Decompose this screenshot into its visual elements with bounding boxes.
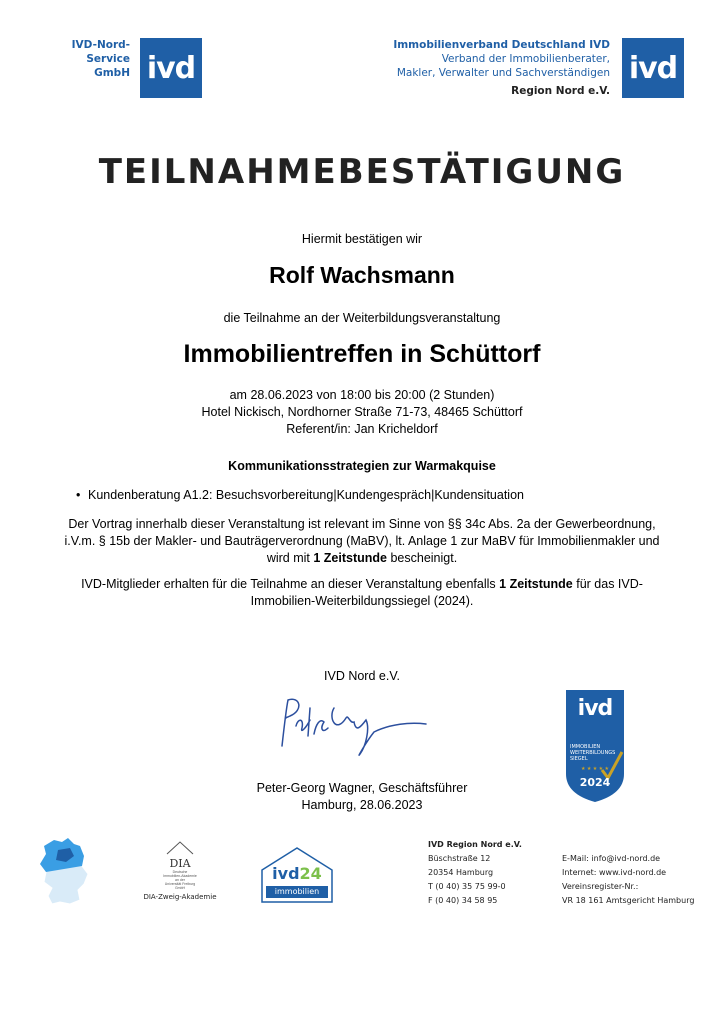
contact-web: Internet: www.ivd-nord.de (562, 868, 667, 877)
relevance-paragraph (0, 516, 724, 567)
certificate-title: TEILNAHMEBESTÄTIGUNG (98, 152, 626, 192)
participant-name: Rolf Wachsmann (269, 262, 455, 288)
contact-email: E-Mail: info@ivd-nord.de (562, 854, 661, 863)
topic-bullet-item (76, 487, 524, 504)
relevance-line-3-post: bescheinigt. (386, 551, 458, 565)
dia-description (140, 870, 220, 890)
dia-small-5: GmbH (174, 886, 186, 890)
signer-name: Peter-Georg Wagner, Geschäftsführer (256, 781, 468, 795)
ivd-logo-text: ivd (146, 50, 196, 86)
dia-small-4: Universität Freiburg (164, 882, 196, 886)
germany-map-icon (38, 838, 90, 906)
dia-roof-icon (165, 840, 195, 856)
signature-image (270, 688, 430, 768)
relevance-line-2: i.V.m. § 15b der Makler- und Bauträgerverordnung (MaBV), lt. Anlage 1 zur MaBV für Immobilienmakler und (64, 534, 660, 548)
organization-name: IVD Nord e.V. (324, 669, 400, 683)
association-line-1: Immobilienverband Deutschland IVD (393, 39, 610, 51)
relevance-line-3-pre: wird mit (266, 551, 314, 565)
ivd24-subtitle: immobilien (266, 886, 328, 898)
dia-title: DIA (169, 857, 191, 870)
dia-small-3: an der (175, 878, 185, 882)
ivd24-wordmark (260, 864, 334, 883)
sign-place-date: Hamburg, 28.06.2023 (301, 798, 423, 812)
seal-label (570, 744, 624, 762)
seal-stars: ★ ★ ★ ★ ★ (581, 766, 609, 772)
service-line-1: IVD-Nord-Service (71, 39, 130, 65)
contact-register-label: Vereinsregister-Nr.: (562, 882, 639, 891)
relevance-hours: 1 Zeitstunde (313, 551, 387, 565)
ivd24-part-ivd: ivd (272, 864, 300, 883)
dia-caption: DIA-Zweig-Akademie (143, 893, 217, 901)
members-line-1-post: für das IVD- (572, 577, 643, 591)
address-title: IVD Region Nord e.V. (428, 840, 522, 849)
address-block (428, 838, 522, 908)
members-hours: 1 Zeitstunde (499, 577, 573, 591)
event-name: Immobilientreffen in Schüttorf (183, 340, 541, 368)
dia-logo (140, 840, 220, 901)
contact-block (562, 852, 694, 908)
dia-small-2: Immobilien-Akademie (163, 874, 197, 878)
address-street: Büschstraße 12 (428, 854, 491, 863)
address-city: 20354 Hamburg (428, 868, 494, 877)
members-line-2: Immobilien-Weiterbildungssiegel (2024). (250, 594, 474, 608)
contact-register-value: VR 18 161 Amtsgericht Hamburg (562, 896, 695, 905)
association-line-3: Makler, Verwalter und Sachverständigen (396, 67, 610, 79)
bullet-text: Kundenberatung A1.2: Besuchsvorbereitung|Kundengespräch|Kundensituation (88, 488, 524, 502)
service-company-name (48, 38, 130, 80)
relevance-line-1: Der Vortrag innerhalb dieser Veranstaltung ist relevant im Sinne von §§ 34c Abs. 2a der Gewerbeordnung, (68, 517, 656, 531)
seal-line-1: IMMOBILIEN (570, 744, 601, 750)
service-line-2: GmbH (94, 67, 130, 79)
event-date: am 28.06.2023 von 18:00 bis 20:00 (2 Stunden) (229, 388, 495, 402)
ivd-logo-right (622, 38, 684, 98)
event-speaker: Referent/in: Jan Kricheldorf (286, 422, 438, 436)
ivd-logo-left (140, 38, 202, 98)
association-name (378, 38, 610, 98)
members-paragraph (0, 576, 724, 610)
event-location: Hotel Nickisch, Nordhorner Straße 71-73, 48465 Schüttorf (201, 405, 523, 419)
event-details (0, 387, 724, 438)
association-region: Region Nord e.V. (511, 85, 610, 97)
seal-line-2: WEITERBILDUNGS (570, 750, 616, 756)
seal-logo-text: ivd (577, 696, 613, 721)
ivd24-logo (260, 846, 334, 904)
ivd-logo-text: ivd (628, 50, 678, 86)
seal-year: 2024 (579, 776, 611, 789)
members-line-1-pre: IVD-Mitglieder erhalten für die Teilnahme an dieser Veranstaltung ebenfalls (81, 577, 500, 591)
event-topic: Kommunikationsstrategien zur Warmakquise (228, 459, 496, 473)
members-line-1 (0, 576, 724, 593)
address-fax: F (0 40) 34 58 95 (428, 896, 498, 905)
relevance-line-3 (0, 550, 724, 567)
address-phone: T (0 40) 35 75 99-0 (428, 882, 506, 891)
confirm-intro: Hiermit bestätigen wir (301, 232, 423, 246)
weiterbildungssiegel-badge (566, 690, 624, 802)
association-line-2: Verband der Immobilienberater, (441, 53, 610, 65)
ivd24-part-24: 24 (299, 864, 322, 883)
dia-small-1: Deutsche (172, 870, 188, 874)
bullet-icon: • (76, 488, 81, 502)
seal-line-3: SIEGEL (570, 756, 588, 762)
participation-text: die Teilnahme an der Weiterbildungsveranstaltung (223, 311, 501, 325)
